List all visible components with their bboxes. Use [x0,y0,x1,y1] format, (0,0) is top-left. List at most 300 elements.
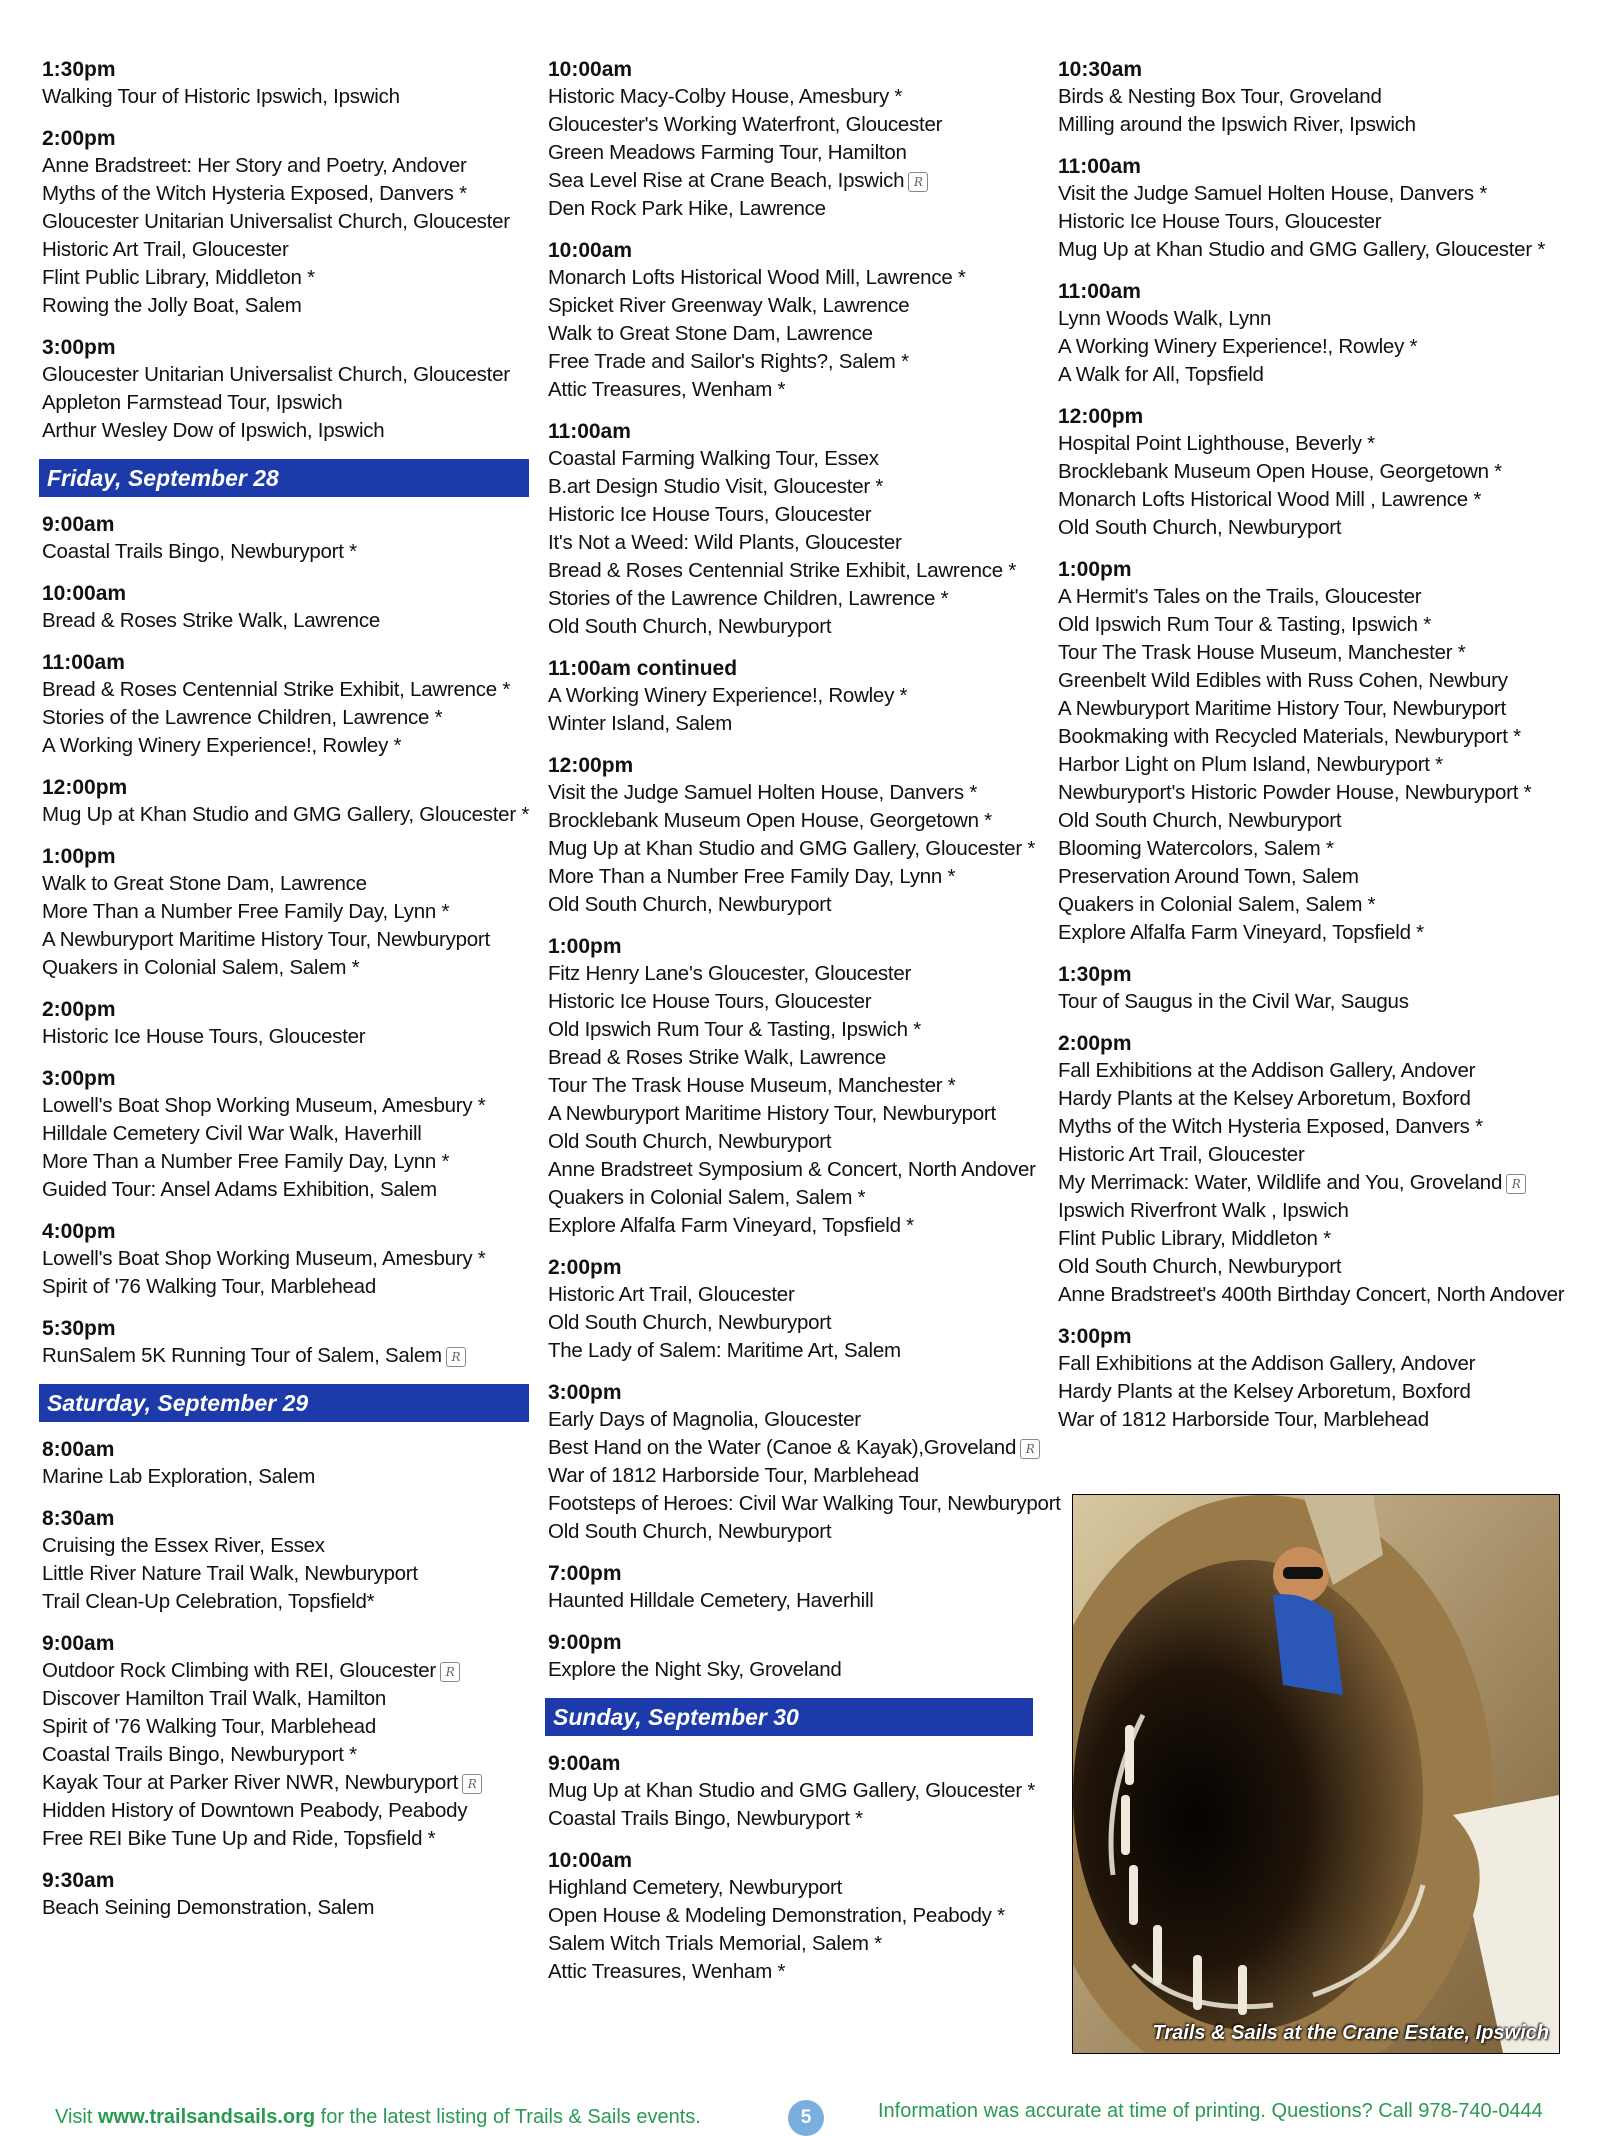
event-item [548,1958,1048,1986]
event-title: Preservation Around Town, Salem [1058,865,1359,888]
event-item [548,807,1048,835]
event-title: Historic Art Trail, Gloucester [42,238,289,261]
time-block [42,1436,532,1491]
event-item [548,1777,1048,1805]
time-block [42,56,532,111]
event-title: Lowell's Boat Shop Working Museum, Amesbury * [42,1247,486,1270]
event-item [548,348,1048,376]
event-title: Coastal Farming Walking Tour, Essex [548,447,879,470]
event-item [1058,305,1568,333]
event-item [42,292,532,320]
event-item [1058,1253,1568,1281]
event-item [548,1128,1048,1156]
event-title: Stories of the Lawrence Children, Lawrence * [548,587,949,610]
footer-website-note [55,2106,701,2129]
event-item [548,710,1048,738]
time-block [42,1218,532,1301]
event-title: Open House & Modeling Demonstration, Peabody * [548,1904,1005,1927]
event-item [548,501,1048,529]
time-heading: 3:00pm [548,1381,622,1404]
time-heading: 9:30am [42,1869,115,1892]
event-title: Flint Public Library, Middleton * [42,266,315,289]
time-block [42,511,532,566]
time-heading: 11:00am continued [548,657,738,680]
event-item [548,1656,1048,1684]
registration-required-icon: R [1506,1174,1526,1194]
event-title: A Working Winery Experience!, Rowley * [1058,335,1418,358]
time-block [548,1254,1048,1365]
schedule-column-2 [548,56,1061,2000]
registration-required-icon: R [446,1347,466,1367]
event-item [548,585,1048,613]
event-title: Haunted Hilldale Cemetery, Haverhill [548,1589,874,1612]
event-title: Gloucester Unitarian Universalist Church, Gloucester [42,363,510,386]
event-item [42,1273,532,1301]
event-item [42,676,532,704]
time-heading: 2:00pm [42,127,116,150]
event-title: Hilldale Cemetery Civil War Walk, Haverhill [42,1122,422,1145]
event-item [548,529,1048,557]
lighthouse-photo [1072,1494,1560,2054]
event-item [42,732,532,760]
event-item [1058,1350,1568,1378]
event-item [1058,667,1568,695]
time-heading: 12:00pm [42,776,128,799]
event-item [548,1044,1048,1072]
time-heading: 3:00pm [42,1067,116,1090]
footer-prefix: Visit [55,2106,98,2128]
event-title: Old South Church, Newburyport [548,893,832,916]
event-title: A Working Winery Experience!, Rowley * [42,734,402,757]
event-item [1058,1057,1568,1085]
time-heading: 1:00pm [1058,558,1132,581]
event-title: Little River Nature Trail Walk, Newburyport [42,1562,418,1585]
event-item [548,1156,1048,1184]
registration-required-icon: R [462,1774,482,1794]
event-item [42,870,532,898]
event-item [548,445,1048,473]
time-block [548,237,1048,404]
event-title: Old Ipswich Rum Tour & Tasting, Ipswich * [548,1018,921,1041]
event-title: It's Not a Weed: Wild Plants, Gloucester [548,531,902,554]
event-item [1058,695,1568,723]
event-title: Attic Treasures, Wenham * [548,1960,786,1983]
event-title: Milling around the Ipswich River, Ipswich [1058,113,1416,136]
event-title: The Lady of Salem: Maritime Art, Salem [548,1339,901,1362]
event-item [42,236,532,264]
event-item [548,1874,1048,1902]
schedule-column-3 [1058,56,1568,1448]
event-title: A Working Winery Experience!, Rowley * [548,684,908,707]
event-title: Blooming Watercolors, Salem * [1058,837,1334,860]
event-item [42,1245,532,1273]
event-title: War of 1812 Harborside Tour, Marblehead [1058,1408,1429,1431]
time-block [548,933,1048,1240]
time-block [42,649,532,760]
event-title: Hardy Plants at the Kelsey Arboretum, Boxford [1058,1087,1471,1110]
event-item [548,960,1048,988]
time-heading: 10:00am [548,58,633,81]
event-title: Historic Ice House Tours, Gloucester [42,1025,366,1048]
time-heading: 5:30pm [42,1317,116,1340]
time-heading: 2:00pm [42,998,116,1021]
event-item [548,1337,1048,1365]
event-item [548,139,1048,167]
time-block [1058,961,1568,1016]
event-title: B.art Design Studio Visit, Gloucester * [548,475,884,498]
event-title: Free Trade and Sailor's Rights?, Salem * [548,350,909,373]
event-item [548,1184,1048,1212]
event-title: Monarch Lofts Historical Wood Mill , Lawrence * [1058,488,1482,511]
event-item [42,898,532,926]
event-title: Den Rock Park Hike, Lawrence [548,197,826,220]
event-title: Coastal Trails Bingo, Newburyport * [548,1807,863,1830]
event-title: Historic Macy-Colby House, Amesbury * [548,85,903,108]
event-title: Brocklebank Museum Open House, Georgetown * [548,809,992,832]
time-heading: 1:30pm [1058,963,1132,986]
event-title: Old South Church, Newburyport [548,1311,832,1334]
event-item [548,264,1048,292]
time-heading: 8:30am [42,1507,115,1530]
event-item [548,1406,1048,1434]
event-item [1058,333,1568,361]
time-heading: 9:00am [548,1752,621,1775]
event-title: Anne Bradstreet's 400th Birthday Concert, North Andover [1058,1283,1565,1306]
event-item [548,863,1048,891]
time-heading: 1:00pm [548,935,622,958]
event-title: Bread & Roses Strike Walk, Lawrence [548,1046,886,1069]
event-title: Greenbelt Wild Edibles with Russ Cohen, Newbury [1058,669,1508,692]
time-heading: 3:00pm [1058,1325,1132,1348]
event-title: Tour of Saugus in the Civil War, Saugus [1058,990,1409,1013]
time-block [548,56,1048,223]
event-item [1058,835,1568,863]
event-item [42,1769,532,1797]
event-title: Tour The Trask House Museum, Manchester * [548,1074,956,1097]
event-item [42,1894,532,1922]
event-item [1058,361,1568,389]
event-title: Hidden History of Downtown Peabody, Peabody [42,1799,468,1822]
event-item [1058,779,1568,807]
time-block [548,752,1048,919]
time-block [42,1867,532,1922]
event-item [42,1657,532,1685]
event-item [42,538,532,566]
photo-caption: Trails & Sails at the Crane Estate, Ipswich [1152,2022,1549,2044]
event-title: Stories of the Lawrence Children, Lawrence * [42,706,443,729]
event-item [42,1588,532,1616]
event-item [42,1825,532,1853]
time-block [42,580,532,635]
event-title: Old South Church, Newburyport [548,1130,832,1153]
event-title: Outdoor Rock Climbing with REI, Gloucester [42,1659,436,1682]
time-heading: 1:00pm [42,845,116,868]
event-item [1058,1113,1568,1141]
time-heading: 1:30pm [42,58,116,81]
event-title: More Than a Number Free Family Day, Lynn * [548,865,956,888]
event-title: Historic Art Trail, Gloucester [548,1283,795,1306]
event-item [548,1212,1048,1240]
time-heading: 10:00am [42,582,127,605]
event-item [1058,1378,1568,1406]
event-item [548,1587,1048,1615]
event-title: Historic Ice House Tours, Gloucester [548,503,872,526]
time-heading: 11:00am [1058,155,1141,178]
time-block [42,125,532,320]
event-item [548,111,1048,139]
event-title: Mug Up at Khan Studio and GMG Gallery, Gloucester * [548,1779,1036,1802]
event-title: Mug Up at Khan Studio and GMG Gallery, Gloucester * [42,803,530,826]
event-title: A Hermit's Tales on the Trails, Gloucester [1058,585,1422,608]
event-item [548,167,1048,195]
time-heading: 12:00pm [1058,405,1144,428]
event-title: Salem Witch Trials Memorial, Salem * [548,1932,882,1955]
time-heading: 12:00pm [548,754,634,777]
event-item [42,1713,532,1741]
time-heading: 7:00pm [548,1562,622,1585]
event-title: Spirit of '76 Walking Tour, Marblehead [42,1275,376,1298]
event-item [548,1805,1048,1833]
event-item [548,292,1048,320]
event-title: Old South Church, Newburyport [1058,1255,1342,1278]
event-title: Newburyport's Historic Powder House, Newburyport * [1058,781,1532,804]
event-item [1058,639,1568,667]
event-title: Quakers in Colonial Salem, Salem * [42,956,360,979]
time-heading: 9:00am [42,1632,115,1655]
event-item [1058,611,1568,639]
event-title: Explore the Night Sky, Groveland [548,1658,842,1681]
event-title: Gloucester Unitarian Universalist Church, Gloucester [42,210,510,233]
time-heading: 8:00am [42,1438,115,1461]
event-title: Bread & Roses Strike Walk, Lawrence [42,609,380,632]
event-item [1058,863,1568,891]
event-title: Winter Island, Salem [548,712,733,735]
event-item [548,376,1048,404]
registration-required-icon: R [1020,1439,1040,1459]
event-title: Bookmaking with Recycled Materials, Newburyport * [1058,725,1521,748]
event-item [42,180,532,208]
event-title: Green Meadows Farming Tour, Hamilton [548,141,907,164]
time-block [42,774,532,829]
event-item [42,1023,532,1051]
event-item [42,1092,532,1120]
event-title: Monarch Lofts Historical Wood Mill, Lawrence * [548,266,966,289]
event-item [1058,1225,1568,1253]
event-item [548,1490,1061,1518]
event-title: Fall Exhibitions at the Addison Gallery, Andover [1058,1059,1476,1082]
event-title: Birds & Nesting Box Tour, Groveland [1058,85,1382,108]
time-block [42,1505,532,1616]
event-item [548,557,1048,585]
time-block [548,1750,1048,1833]
time-heading: 10:00am [548,1849,633,1872]
event-item [42,361,532,389]
event-item [42,1148,532,1176]
event-item [548,988,1048,1016]
event-item [42,389,532,417]
event-title: Arthur Wesley Dow of Ipswich, Ipswich [42,419,385,442]
time-heading: 9:00am [42,513,115,536]
event-title: Sea Level Rise at Crane Beach, Ipswich [548,169,905,192]
event-item [42,152,532,180]
event-title: Walk to Great Stone Dam, Lawrence [42,872,367,895]
event-title: Old South Church, Newburyport [1058,516,1342,539]
event-item [548,1072,1048,1100]
event-item [42,954,532,982]
event-title: A Newburyport Maritime History Tour, Newburyport [548,1102,996,1125]
event-item [1058,583,1568,611]
event-item [1058,208,1568,236]
event-item [42,1532,532,1560]
event-item [42,801,532,829]
event-item [42,1797,532,1825]
event-title: Old South Church, Newburyport [1058,809,1342,832]
event-item [42,607,532,635]
event-title: Old South Church, Newburyport [548,1520,832,1543]
event-item [1058,486,1568,514]
event-item [548,320,1048,348]
time-block [548,1847,1048,1986]
time-block [1058,556,1568,947]
spiral-staircase-illustration [1073,1495,1559,2053]
event-item [548,195,1048,223]
event-item [42,1342,532,1370]
event-item [1058,891,1568,919]
event-title: Old South Church, Newburyport [548,615,832,638]
event-title: Walking Tour of Historic Ipswich, Ipswich [42,85,400,108]
event-title: Cruising the Essex River, Essex [42,1534,325,1557]
event-item [548,83,1048,111]
event-item [1058,1085,1568,1113]
event-item [548,682,1048,710]
event-title: A Walk for All, Topsfield [1058,363,1264,386]
event-item [1058,430,1568,458]
event-item [1058,1406,1568,1434]
event-item [42,1560,532,1588]
time-heading: 3:00pm [42,336,116,359]
time-block [548,1629,1048,1684]
time-block [548,1560,1048,1615]
event-item [1058,514,1568,542]
event-item [1058,988,1568,1016]
event-title: Appleton Farmstead Tour, Ipswich [42,391,343,414]
event-title: Visit the Judge Samuel Holten House, Danvers * [1058,182,1488,205]
time-block [548,655,1048,738]
time-heading: 11:00am [1058,280,1141,303]
event-title: War of 1812 Harborside Tour, Marblehead [548,1464,919,1487]
event-title: Brocklebank Museum Open House, Georgetown * [1058,460,1502,483]
event-title: Anne Bradstreet: Her Story and Poetry, Andover [42,154,467,177]
event-item [548,1281,1048,1309]
time-block [42,334,532,445]
page-number-badge: 5 [788,2100,824,2136]
event-item [42,1176,532,1204]
time-heading: 4:00pm [42,1220,116,1243]
event-item [42,264,532,292]
event-title: Anne Bradstreet Symposium & Concert, North Andover [548,1158,1036,1181]
event-title: Lynn Woods Walk, Lynn [1058,307,1272,330]
event-item [1058,83,1568,111]
time-block [1058,403,1568,542]
event-title: A Newburyport Maritime History Tour, Newburyport [42,928,490,951]
schedule-column-1 [42,56,532,1936]
time-block [548,418,1048,641]
time-block [548,1379,1061,1546]
event-title: Gloucester's Working Waterfront, Gloucester [548,113,943,136]
event-item [1058,458,1568,486]
event-title: Myths of the Witch Hysteria Exposed, Danvers * [1058,1115,1483,1138]
event-title: Rowing the Jolly Boat, Salem [42,294,302,317]
event-title: Hospital Point Lighthouse, Beverly * [1058,432,1375,455]
registration-required-icon: R [440,1662,460,1682]
event-item [42,926,532,954]
time-heading: 2:00pm [548,1256,622,1279]
event-title: Lowell's Boat Shop Working Museum, Amesbury * [42,1094,486,1117]
event-item [42,1741,532,1769]
event-title: Spirit of '76 Walking Tour, Marblehead [42,1715,376,1738]
time-block [42,1065,532,1204]
day-banner: Friday, September 28 [39,459,529,497]
time-block [1058,153,1568,264]
event-item [1058,1141,1568,1169]
event-title: Historic Art Trail, Gloucester [1058,1143,1305,1166]
event-item [548,1518,1048,1546]
event-item [42,208,532,236]
event-title: Walk to Great Stone Dam, Lawrence [548,322,873,345]
event-title: Guided Tour: Ansel Adams Exhibition, Salem [42,1178,437,1201]
event-item [1058,919,1568,947]
event-item [548,1434,1048,1462]
event-item [42,704,532,732]
time-heading: 2:00pm [1058,1032,1132,1055]
event-title: Footsteps of Heroes: Civil War Walking Tour, Newburyport [548,1492,1061,1515]
event-title: More Than a Number Free Family Day, Lynn * [42,1150,450,1173]
event-title: Mug Up at Khan Studio and GMG Gallery, Gloucester * [548,837,1036,860]
time-heading: 9:00pm [548,1631,622,1654]
event-title: A Newburyport Maritime History Tour, Newburyport [1058,697,1506,720]
event-item [42,1463,532,1491]
event-item [42,1120,532,1148]
website-link[interactable]: www.trailsandsails.org [97,2106,316,2128]
event-title: Old Ipswich Rum Tour & Tasting, Ipswich * [1058,613,1431,636]
event-title: Best Hand on the Water (Canoe & Kayak),Groveland [548,1436,1017,1459]
registration-required-icon: R [908,172,928,192]
event-item [1058,751,1568,779]
event-item [1058,236,1568,264]
event-item [548,1462,1048,1490]
day-banner: Sunday, September 30 [545,1698,1033,1736]
event-title: Quakers in Colonial Salem, Salem * [1058,893,1376,916]
event-title: Explore Alfalfa Farm Vineyard, Topsfield * [1058,921,1424,944]
event-item [1058,1169,1568,1197]
event-title: Mug Up at Khan Studio and GMG Gallery, Gloucester * [1058,238,1546,261]
event-item [1058,111,1568,139]
event-item [548,1016,1048,1044]
event-title: Tour The Trask House Museum, Manchester * [1058,641,1466,664]
event-title: Flint Public Library, Middleton * [1058,1227,1331,1250]
event-title: Free REI Bike Tune Up and Ride, Topsfield * [42,1827,436,1850]
event-title: RunSalem 5K Running Tour of Salem, Salem [42,1344,442,1367]
event-item [1058,1197,1568,1225]
time-heading: 11:00am [548,420,631,443]
event-title: Highland Cemetery, Newburyport [548,1876,843,1899]
event-item [548,779,1048,807]
event-title: Fall Exhibitions at the Addison Gallery, Andover [1058,1352,1476,1375]
time-heading: 10:00am [548,239,633,262]
event-title: Kayak Tour at Parker River NWR, Newburyport [42,1771,459,1794]
event-item [548,891,1048,919]
event-title: Discover Hamilton Trail Walk, Hamilton [42,1687,387,1710]
